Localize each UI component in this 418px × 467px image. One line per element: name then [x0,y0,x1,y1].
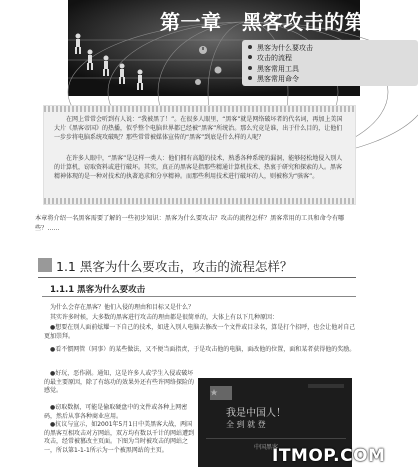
dotted-border [44,198,355,204]
dotted-border [44,106,355,112]
bullet-icon [248,76,252,80]
section-marker-icon [38,258,52,272]
chapter-summary: 本章将介绍一名黑客需要了解的一些初步知识：黑客为什么要攻击？攻击的流程怎样？黑客常用的工具和命令有哪些？…… [35,215,345,232]
site-watermark: ITMOP.COM [272,446,386,466]
body-paragraph: ●窃取数据，可能是偷取硬盘中的文件或各种上网密码，然后从事各种商业应用。 [44,404,188,420]
illustration-caption: 全 到 就 登 [226,420,266,429]
body-paragraph: ●抗议与宣示，如2001年5月1日中美黑客大战，两国的黑客互相攻击对方网站，双方均有数以千计的网站遭到攻击，经常被篡改主页面。下图为当时被攻击的网站之一，所以第1-1-1所示为一个被黑网站的主页。 [44,421,195,454]
illustration-caption: 中国黑客 [254,444,279,451]
chapter-header [68,0,406,96]
divider [42,296,356,297]
body-paragraph: ●想要在别人面前炫耀一下自己的技术，如进入别人电脑去修改一个文件或目录名，算是打个招呼，也会让他对自己更加崇拜。 [44,324,356,340]
intro-paragraph: 在网上常常会听到有人说：“我被黑了！”。在很多人眼里，“黑客”就是网络破坏者的代名词，再加上美国大片《黑客帝国》的热播，似乎整个电脑世界都已经被“黑客”所统治。那么究竟是谁，出于什么目的，让他们一步步将电脑系统攻破呢？那些常常被媒体宣传的“黑客”到底是什么样的人呢？ [54,116,343,142]
bullet-icon [248,66,252,70]
body-paragraph: 为什么会存在黑客？他们入侵的理由和目标又是什么？ [50,304,195,311]
body-paragraph: 其实许多时候，大多数的黑客进行攻击的理由都是很简单的，大体上有以下几种原因： [50,314,279,321]
subsection-heading [42,281,356,297]
subsection-title: 1.1.1 黑客为什么要攻击 [50,285,146,295]
chapter-toc [242,40,418,86]
bullet-icon [248,55,252,59]
intro-box [43,105,356,205]
section-title: 1.1 黑客为什么要攻击，攻击的流程怎样？ [56,259,293,274]
body-paragraph: ●看不惯网管（同事）的某些做法，又不便当面指责，于是攻击他的电脑，面改他的位置，面和某者获得他的奖励。 [50,346,356,353]
toc-item: 黑客常用工具 [248,64,299,74]
divider [38,277,356,278]
toc-item: 攻击的流程 [248,53,292,63]
toc-item: 黑客常用命令 [248,74,299,84]
illustration-caption: 我是中国人！ [226,408,286,419]
body-paragraph: ●好玩，恶作剧。通知，这是许多人或学生入侵或破坏的最主要原因，除了有练功的效果外还有些许网络探险的感觉。 [44,370,195,394]
section-heading [38,255,356,277]
toc-item: 黑客为什么要攻击 [248,43,313,53]
intro-paragraph: 在许多人眼中，“黑客”是这样一类人：他们拥有高超的技术，熟悉各种系统的漏洞，能够轻松地侵入别人的计算机，窃取资料或进行破坏。其实，真正的黑客是指那些精通计算机技术、热衷于研究和探索的人。黑客精神体现的是一种对技术的执著追求和分享精神。而那些利用技术进行破坏的人，则被称为“骇客”。 [54,155,343,181]
chapter-title: 第一章 黑客攻击的第一步 [160,10,406,34]
bullet-icon [248,45,252,49]
